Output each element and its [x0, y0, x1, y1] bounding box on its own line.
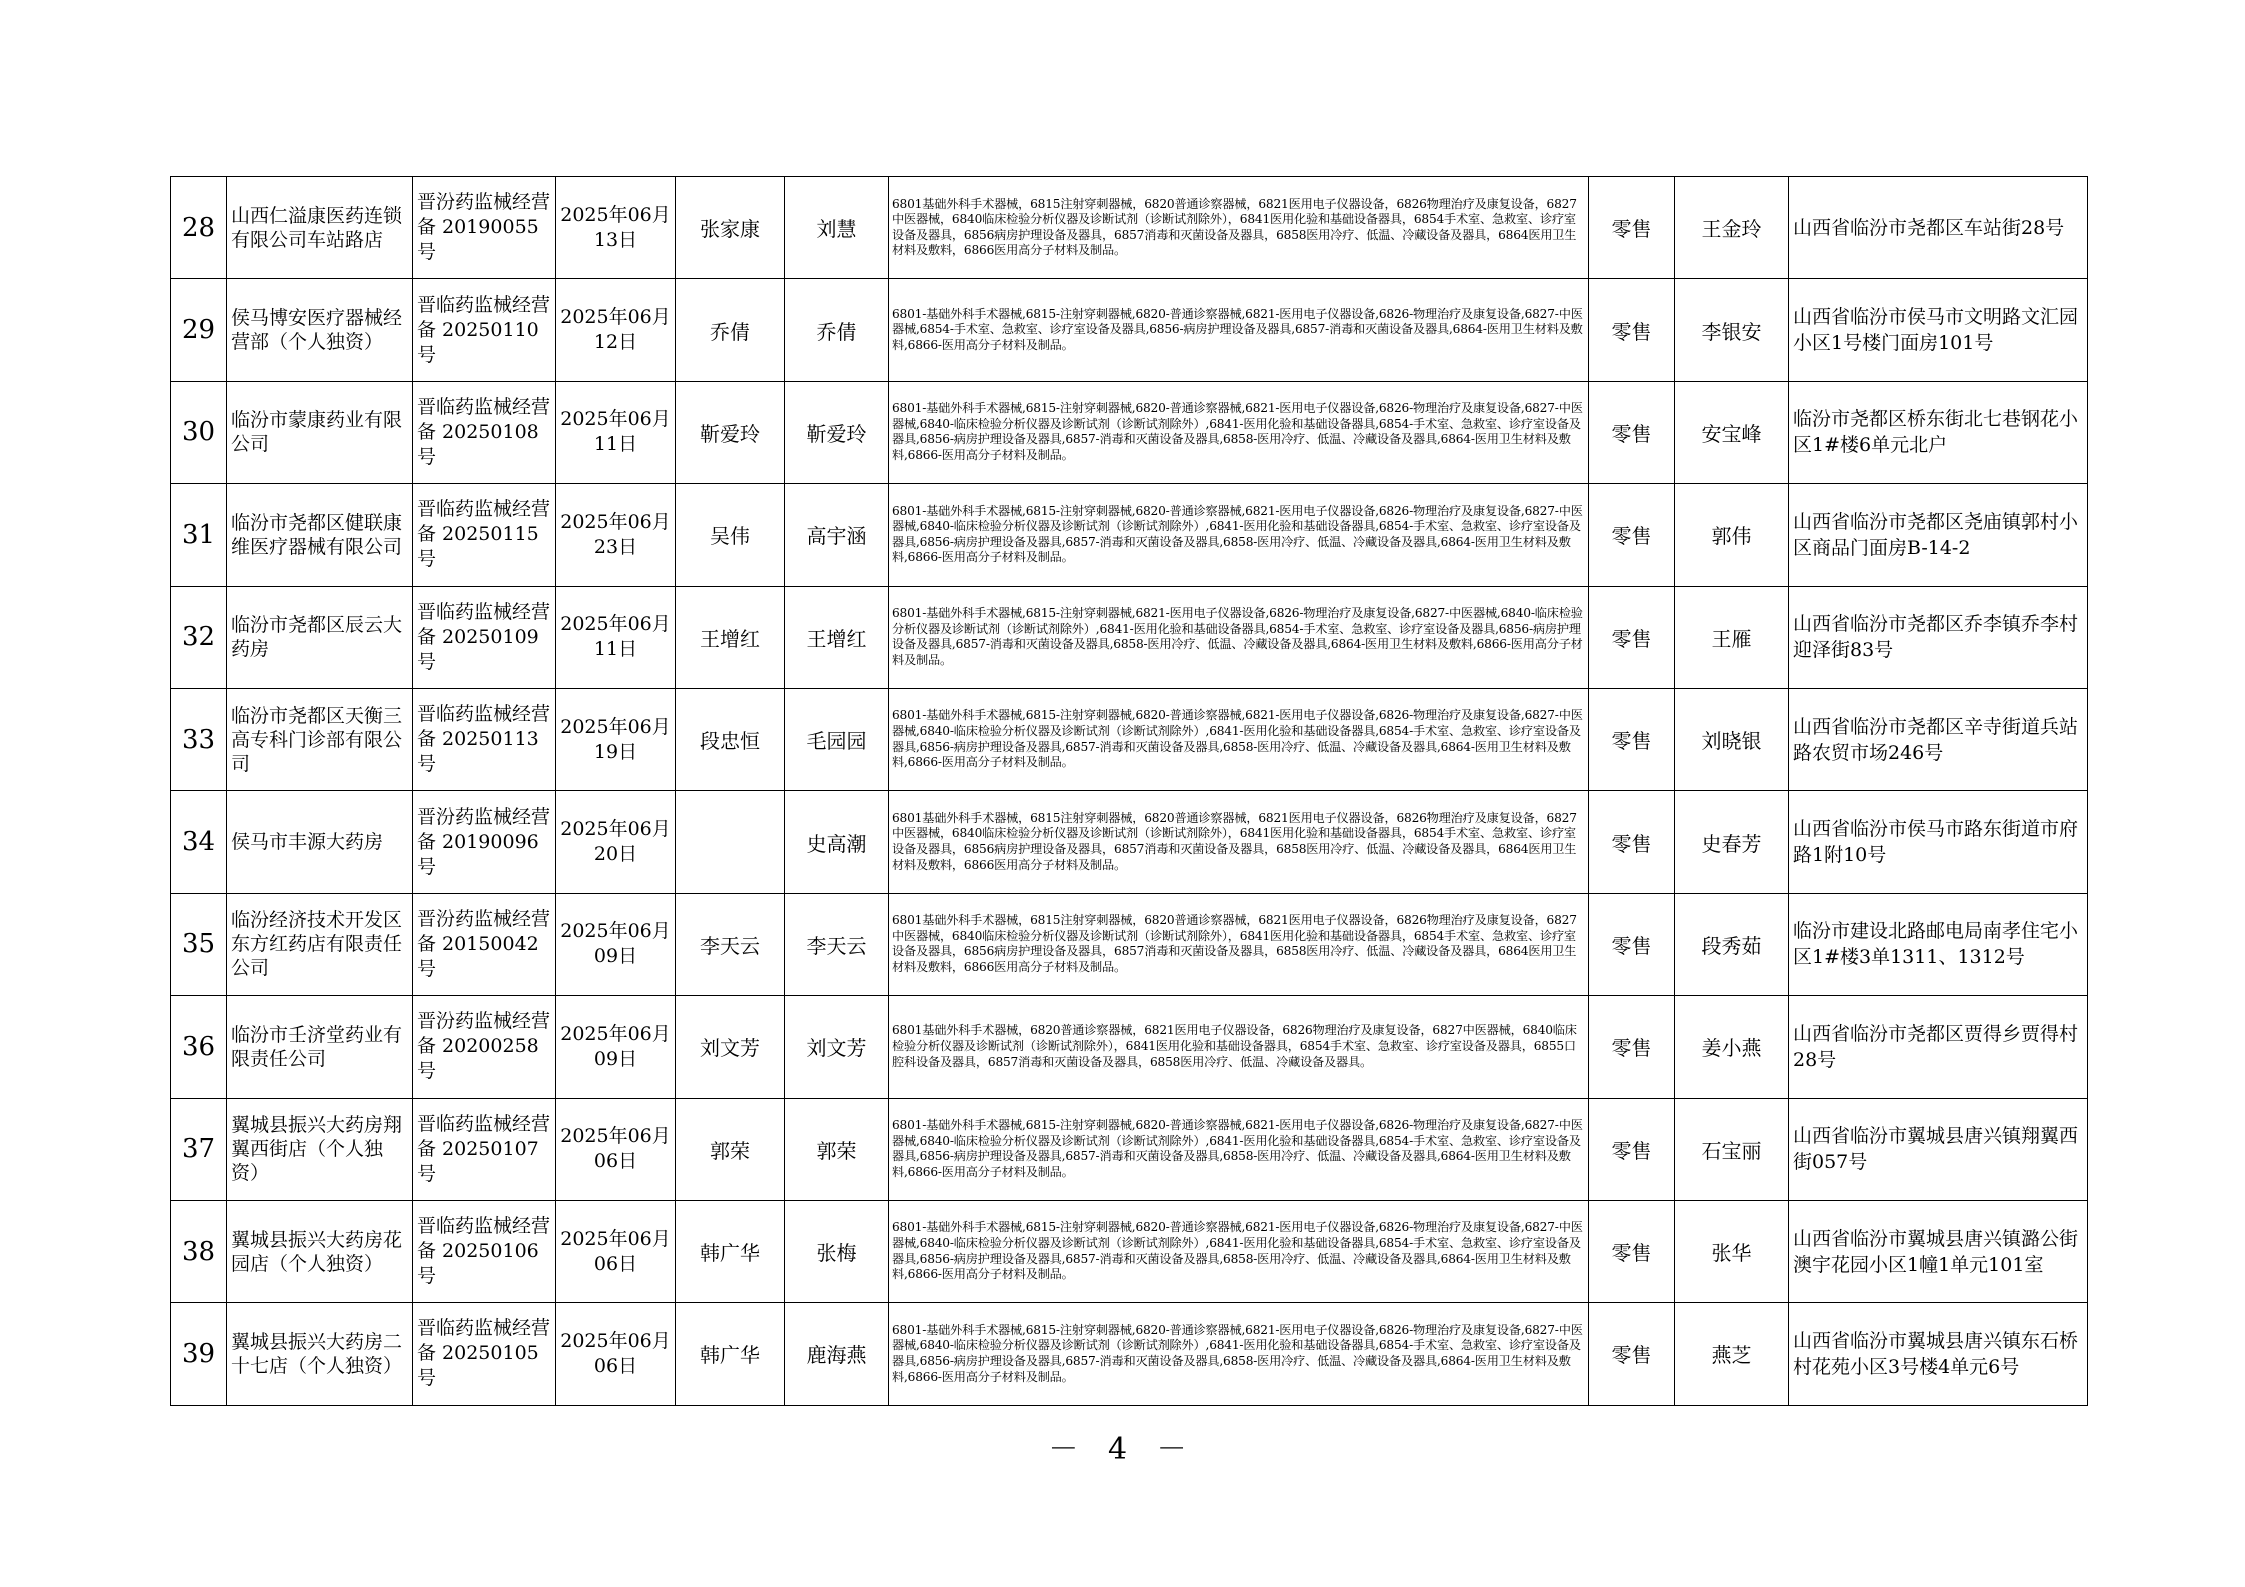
record-number-cell: 晋临药监械经营备 20250107号: [413, 1098, 556, 1200]
company-name-cell: 临汾市壬济堂药业有限责任公司: [227, 996, 413, 1098]
business-mode-cell: 零售: [1589, 893, 1675, 995]
quality-manager-cell: 史春芳: [1675, 791, 1789, 893]
enterprise-manager-cell: 郭荣: [785, 1098, 889, 1200]
legal-representative-cell: 郭荣: [676, 1098, 785, 1200]
company-name-cell: 翼城县振兴大药房花园店（个人独资）: [227, 1200, 413, 1302]
business-scope-cell: 6801-基础外科手术器械,6815-注射穿刺器械,6820-普通诊察器械,6821-医用电子仪器设备,6826-物理治疗及康复设备,6827-中医器械,6840-临床检验分析仪器及诊断试剂（诊断试剂除外）,6841-医用化验和基础设备器具,6854-手术室、急救室、诊疗室设备及器具,6856-病房护理设备及器具,6857-消毒和灭菌设备及器具,6858-医用冷疗、低温、冷藏设备及器具,6864-医用卫生材料及敷料,6866-医用高分子材料及制品。: [889, 1200, 1589, 1302]
quality-manager-cell: 姜小燕: [1675, 996, 1789, 1098]
company-name-cell: 临汾市尧都区天衡三高专科门诊部有限公司: [227, 688, 413, 790]
business-scope-cell: 6801-基础外科手术器械,6815-注射穿刺器械,6820-普通诊察器械,6821-医用电子仪器设备,6826-物理治疗及康复设备,6827-中医器械,6854-手术室、急救室、诊疗室设备及器具,6856-病房护理设备及器具,6857-消毒和灭菌设备及器具,6864-医用卫生材料及敷料,6866-医用高分子材料及制品。: [889, 279, 1589, 381]
record-number-cell: 晋临药监械经营备 20250106号: [413, 1200, 556, 1302]
business-address-cell: 临汾市建设北路邮电局南孝住宅小区1#楼3单1311、1312号: [1789, 893, 2088, 995]
enterprise-manager-cell: 李天云: [785, 893, 889, 995]
record-number-cell: 晋汾药监械经营备 20190096号: [413, 791, 556, 893]
quality-manager-cell: 王金玲: [1675, 177, 1789, 279]
quality-manager-cell: 张华: [1675, 1200, 1789, 1302]
legal-representative-cell: 张家康: [676, 177, 785, 279]
enterprise-manager-cell: 鹿海燕: [785, 1303, 889, 1405]
table-row: [171, 1098, 2088, 1200]
record-date-cell: 2025年06月06日: [556, 1303, 676, 1405]
company-name-cell: 临汾市尧都区健联康维医疗器械有限公司: [227, 484, 413, 586]
record-number-cell: 晋临药监械经营备 20250105号: [413, 1303, 556, 1405]
legal-representative-cell: 吴伟: [676, 484, 785, 586]
company-name-cell: 临汾市蒙康药业有限公司: [227, 381, 413, 483]
business-scope-cell: 6801基础外科手术器械，6815注射穿刺器械，6820普通诊察器械，6821医用电子仪器设备，6826物理治疗及康复设备，6827中医器械，6840临床检验分析仪器及诊断试剂（诊断试剂除外），6841医用化验和基础设备器具，6854手术室、急救室、诊疗室设备及器具，6856病房护理设备及器具，6857消毒和灭菌设备及器具，6858医用冷疗、低温、冷藏设备及器具，6864医用卫生材料及敷料，6866医用高分子材料及制品。: [889, 177, 1589, 279]
registration-table-container: [170, 176, 2087, 1406]
enterprise-manager-cell: 高宇涵: [785, 484, 889, 586]
business-address-cell: 山西省临汾市尧都区乔李镇乔李村迎泽街83号: [1789, 586, 2088, 688]
business-scope-cell: 6801基础外科手术器械，6815注射穿刺器械，6820普通诊察器械，6821医用电子仪器设备，6826物理治疗及康复设备，6827中医器械，6840临床检验分析仪器及诊断试剂（诊断试剂除外），6841医用化验和基础设备器具，6854手术室、急救室、诊疗室设备及器具，6856病房护理设备及器具，6857消毒和灭菌设备及器具，6858医用冷疗、低温、冷藏设备及器具，6864医用卫生材料及敷料，6866医用高分子材料及制品。: [889, 791, 1589, 893]
table-row: [171, 893, 2088, 995]
enterprise-manager-cell: 毛园园: [785, 688, 889, 790]
business-address-cell: 山西省临汾市侯马市路东街道市府路1附10号: [1789, 791, 2088, 893]
quality-manager-cell: 刘晓银: [1675, 688, 1789, 790]
business-mode-cell: 零售: [1589, 279, 1675, 381]
row-number-cell: 38: [171, 1200, 227, 1302]
enterprise-manager-cell: 刘文芳: [785, 996, 889, 1098]
business-scope-cell: 6801-基础外科手术器械,6815-注射穿刺器械,6820-普通诊察器械,6821-医用电子仪器设备,6826-物理治疗及康复设备,6827-中医器械,6840-临床检验分析仪器及诊断试剂（诊断试剂除外）,6841-医用化验和基础设备器具,6854-手术室、急救室、诊疗室设备及器具,6856-病房护理设备及器具,6857-消毒和灭菌设备及器具,6858-医用冷疗、低温、冷藏设备及器具,6864-医用卫生材料及敷料,6866-医用高分子材料及制品。: [889, 1098, 1589, 1200]
enterprise-manager-cell: 靳爱玲: [785, 381, 889, 483]
legal-representative-cell: 刘文芳: [676, 996, 785, 1098]
business-scope-cell: 6801-基础外科手术器械,6815-注射穿刺器械,6821-医用电子仪器设备,6826-物理治疗及康复设备,6827-中医器械,6840-临床检验分析仪器及诊断试剂（诊断试剂除外）,6841-医用化验和基础设备器具,6854-手术室、急救室、诊疗室设备及器具,6856-病房护理设备及器具,6857-消毒和灭菌设备及器具,6858-医用冷疗、低温、冷藏设备及器具,6864-医用卫生材料及敷料,6866-医用高分子材料及制品。: [889, 586, 1589, 688]
business-mode-cell: 零售: [1589, 791, 1675, 893]
business-mode-cell: 零售: [1589, 177, 1675, 279]
record-number-cell: 晋汾药监械经营备 20190055号: [413, 177, 556, 279]
legal-representative-cell: 乔倩: [676, 279, 785, 381]
row-number-cell: 29: [171, 279, 227, 381]
row-number-cell: 37: [171, 1098, 227, 1200]
business-address-cell: 临汾市尧都区桥东街北七巷钢花小区1#楼6单元北户: [1789, 381, 2088, 483]
record-date-cell: 2025年06月06日: [556, 1200, 676, 1302]
record-date-cell: 2025年06月13日: [556, 177, 676, 279]
company-name-cell: 山西仁溢康医药连锁有限公司车站路店: [227, 177, 413, 279]
row-number-cell: 32: [171, 586, 227, 688]
business-address-cell: 山西省临汾市翼城县唐兴镇东石桥村花苑小区3号楼4单元6号: [1789, 1303, 2088, 1405]
table-row: [171, 586, 2088, 688]
table-row: [171, 279, 2088, 381]
business-address-cell: 山西省临汾市尧都区辛寺街道兵站路农贸市场246号: [1789, 688, 2088, 790]
row-number-cell: 36: [171, 996, 227, 1098]
enterprise-manager-cell: 刘慧: [785, 177, 889, 279]
legal-representative-cell: 韩广华: [676, 1303, 785, 1405]
business-scope-cell: 6801-基础外科手术器械,6815-注射穿刺器械,6820-普通诊察器械,6821-医用电子仪器设备,6826-物理治疗及康复设备,6827-中医器械,6840-临床检验分析仪器及诊断试剂（诊断试剂除外）,6841-医用化验和基础设备器具,6854-手术室、急救室、诊疗室设备及器具,6856-病房护理设备及器具,6857-消毒和灭菌设备及器具,6858-医用冷疗、低温、冷藏设备及器具,6864-医用卫生材料及敷料,6866-医用高分子材料及制品。: [889, 688, 1589, 790]
business-scope-cell: 6801基础外科手术器械，6815注射穿刺器械，6820普通诊察器械，6821医用电子仪器设备，6826物理治疗及康复设备，6827中医器械，6840临床检验分析仪器及诊断试剂（诊断试剂除外），6841医用化验和基础设备器具，6854手术室、急救室、诊疗室设备及器具，6856病房护理设备及器具，6857消毒和灭菌设备及器具，6858医用冷疗、低温、冷藏设备及器具，6864医用卫生材料及敷料，6866医用高分子材料及制品。: [889, 893, 1589, 995]
company-name-cell: 翼城县振兴大药房翔翼西街店（个人独资）: [227, 1098, 413, 1200]
quality-manager-cell: 段秀茹: [1675, 893, 1789, 995]
record-number-cell: 晋临药监械经营备 20250109号: [413, 586, 556, 688]
record-date-cell: 2025年06月09日: [556, 893, 676, 995]
row-number-cell: 39: [171, 1303, 227, 1405]
enterprise-manager-cell: 张梅: [785, 1200, 889, 1302]
company-name-cell: 翼城县振兴大药房二十七店（个人独资）: [227, 1303, 413, 1405]
record-number-cell: 晋汾药监械经营备 20150042号: [413, 893, 556, 995]
business-address-cell: 山西省临汾市尧都区车站街28号: [1789, 177, 2088, 279]
enterprise-manager-cell: 王增红: [785, 586, 889, 688]
table-row: [171, 484, 2088, 586]
business-scope-cell: 6801-基础外科手术器械,6815-注射穿刺器械,6820-普通诊察器械,6821-医用电子仪器设备,6826-物理治疗及康复设备,6827-中医器械,6840-临床检验分析仪器及诊断试剂（诊断试剂除外）,6841-医用化验和基础设备器具,6854-手术室、急救室、诊疗室设备及器具,6856-病房护理设备及器具,6857-消毒和灭菌设备及器具,6858-医用冷疗、低温、冷藏设备及器具,6864-医用卫生材料及敷料,6866-医用高分子材料及制品。: [889, 484, 1589, 586]
business-mode-cell: 零售: [1589, 1098, 1675, 1200]
record-date-cell: 2025年06月12日: [556, 279, 676, 381]
enterprise-manager-cell: 史高潮: [785, 791, 889, 893]
record-number-cell: 晋临药监械经营备 20250108号: [413, 381, 556, 483]
record-date-cell: 2025年06月23日: [556, 484, 676, 586]
quality-manager-cell: 李银安: [1675, 279, 1789, 381]
record-number-cell: 晋临药监械经营备 20250115号: [413, 484, 556, 586]
business-mode-cell: 零售: [1589, 381, 1675, 483]
business-mode-cell: 零售: [1589, 1303, 1675, 1405]
registration-table: [170, 176, 2088, 1406]
row-number-cell: 30: [171, 381, 227, 483]
row-number-cell: 34: [171, 791, 227, 893]
business-mode-cell: 零售: [1589, 996, 1675, 1098]
record-date-cell: 2025年06月11日: [556, 586, 676, 688]
business-address-cell: 山西省临汾市翼城县唐兴镇翔翼西街057号: [1789, 1098, 2088, 1200]
legal-representative-cell: 王增红: [676, 586, 785, 688]
row-number-cell: 28: [171, 177, 227, 279]
legal-representative-cell: 李天云: [676, 893, 785, 995]
quality-manager-cell: 王雁: [1675, 586, 1789, 688]
legal-representative-cell: 韩广华: [676, 1200, 785, 1302]
page-number: － 4 －: [1048, 1432, 1197, 1467]
record-date-cell: 2025年06月09日: [556, 996, 676, 1098]
quality-manager-cell: 燕芝: [1675, 1303, 1789, 1405]
business-address-cell: 山西省临汾市侯马市文明路文汇园小区1号楼门面房101号: [1789, 279, 2088, 381]
company-name-cell: 临汾经济技术开发区东方红药店有限责任公司: [227, 893, 413, 995]
business-mode-cell: 零售: [1589, 586, 1675, 688]
business-address-cell: 山西省临汾市尧都区贾得乡贾得村28号: [1789, 996, 2088, 1098]
enterprise-manager-cell: 乔倩: [785, 279, 889, 381]
business-address-cell: 山西省临汾市翼城县唐兴镇潞公街澳宇花园小区1幢1单元101室: [1789, 1200, 2088, 1302]
record-date-cell: 2025年06月06日: [556, 1098, 676, 1200]
legal-representative-cell: [676, 791, 785, 893]
table-row: [171, 381, 2088, 483]
quality-manager-cell: 石宝丽: [1675, 1098, 1789, 1200]
record-number-cell: 晋临药监械经营备 20250113号: [413, 688, 556, 790]
table-body: [171, 177, 2088, 1406]
company-name-cell: 侯马博安医疗器械经营部（个人独资）: [227, 279, 413, 381]
business-scope-cell: 6801-基础外科手术器械,6815-注射穿刺器械,6820-普通诊察器械,6821-医用电子仪器设备,6826-物理治疗及康复设备,6827-中医器械,6840-临床检验分析仪器及诊断试剂（诊断试剂除外）,6841-医用化验和基础设备器具,6854-手术室、急救室、诊疗室设备及器具,6856-病房护理设备及器具,6857-消毒和灭菌设备及器具,6858-医用冷疗、低温、冷藏设备及器具,6864-医用卫生材料及敷料,6866-医用高分子材料及制品。: [889, 381, 1589, 483]
table-row: [171, 1303, 2088, 1405]
legal-representative-cell: 靳爱玲: [676, 381, 785, 483]
row-number-cell: 33: [171, 688, 227, 790]
row-number-cell: 31: [171, 484, 227, 586]
legal-representative-cell: 段忠恒: [676, 688, 785, 790]
business-scope-cell: 6801-基础外科手术器械,6815-注射穿刺器械,6820-普通诊察器械,6821-医用电子仪器设备,6826-物理治疗及康复设备,6827-中医器械,6840-临床检验分析仪器及诊断试剂（诊断试剂除外）,6841-医用化验和基础设备器具,6854-手术室、急救室、诊疗室设备及器具,6856-病房护理设备及器具,6857-消毒和灭菌设备及器具,6858-医用冷疗、低温、冷藏设备及器具,6864-医用卫生材料及敷料,6866-医用高分子材料及制品。: [889, 1303, 1589, 1405]
record-number-cell: 晋汾药监械经营备 20200258号: [413, 996, 556, 1098]
table-row: [171, 688, 2088, 790]
company-name-cell: 临汾市尧都区辰云大药房: [227, 586, 413, 688]
business-mode-cell: 零售: [1589, 484, 1675, 586]
table-row: [171, 791, 2088, 893]
record-number-cell: 晋临药监械经营备 20250110号: [413, 279, 556, 381]
company-name-cell: 侯马市丰源大药房: [227, 791, 413, 893]
quality-manager-cell: 安宝峰: [1675, 381, 1789, 483]
row-number-cell: 35: [171, 893, 227, 995]
record-date-cell: 2025年06月20日: [556, 791, 676, 893]
table-row: [171, 1200, 2088, 1302]
business-mode-cell: 零售: [1589, 1200, 1675, 1302]
business-mode-cell: 零售: [1589, 688, 1675, 790]
quality-manager-cell: 郭伟: [1675, 484, 1789, 586]
record-date-cell: 2025年06月19日: [556, 688, 676, 790]
record-date-cell: 2025年06月11日: [556, 381, 676, 483]
business-address-cell: 山西省临汾市尧都区尧庙镇郭村小区商品门面房B-14-2: [1789, 484, 2088, 586]
business-scope-cell: 6801基础外科手术器械，6820普通诊察器械，6821医用电子仪器设备，6826物理治疗及康复设备，6827中医器械，6840临床检验分析仪器及诊断试剂（诊断试剂除外），6841医用化验和基础设备器具，6854手术室、急救室、诊疗室设备及器具，6855口腔科设备及器具，6857消毒和灭菌设备及器具，6858医用冷疗、低温、冷藏设备及器具。: [889, 996, 1589, 1098]
table-row: [171, 996, 2088, 1098]
table-row: [171, 177, 2088, 279]
